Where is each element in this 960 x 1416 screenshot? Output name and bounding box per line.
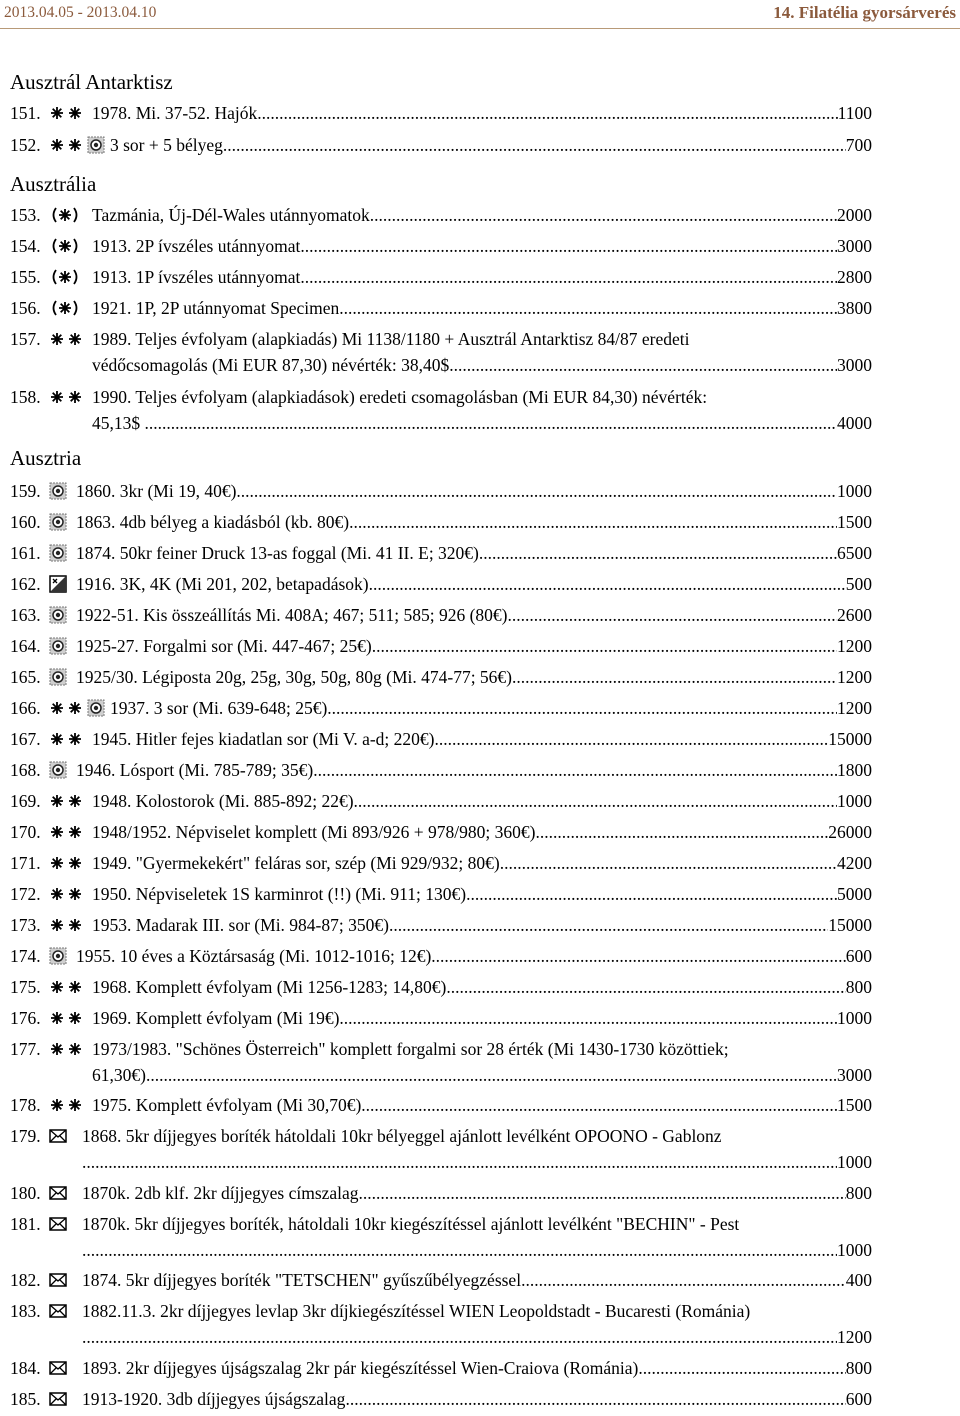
lot-number: 166. xyxy=(10,698,41,718)
lot-description xyxy=(76,943,872,969)
lot-entry xyxy=(10,664,872,694)
dot-leader xyxy=(507,602,837,628)
lot-number: 163. xyxy=(10,605,41,625)
starting-price: 1000 xyxy=(837,791,872,811)
dot-leader xyxy=(370,202,837,228)
cancelled-icon xyxy=(87,699,105,717)
dot-leader xyxy=(149,410,837,436)
starting-price: 3000 xyxy=(837,355,872,375)
lot-description xyxy=(76,633,872,659)
lot-text: 1874. 50kr feiner Druck 13-as foggal (Mi. 41 II. E; 320€) xyxy=(76,543,479,563)
envelope-icon xyxy=(49,1216,67,1232)
lot-description xyxy=(92,1092,872,1118)
lot-text: 1913. 1P ívszéles utánnyomat xyxy=(92,267,301,287)
dot-leader xyxy=(369,571,846,597)
lot-number: 165. xyxy=(10,667,41,687)
condition-icons xyxy=(49,1127,67,1145)
mint-nh-icon xyxy=(49,1097,85,1113)
lot-entry xyxy=(10,1211,872,1267)
lot-description-continued xyxy=(92,410,872,436)
lot-entry xyxy=(10,264,872,294)
lot-number: 155. xyxy=(10,267,41,287)
dot-leader xyxy=(257,100,837,126)
lot-number: 185. xyxy=(10,1389,41,1409)
lot-entry xyxy=(10,1180,872,1210)
dot-leader xyxy=(434,726,828,752)
section-heading: Ausztrál Antarktisz xyxy=(10,70,173,94)
dot-leader xyxy=(535,819,828,845)
lot-description xyxy=(92,100,872,126)
dot-leader xyxy=(117,1149,837,1175)
dot-leader xyxy=(359,1180,846,1206)
condition-icons xyxy=(49,1040,85,1058)
lot-text: 1975. Komplett évfolyam (Mi 30,70€) xyxy=(92,1095,362,1115)
condition-icons xyxy=(49,575,67,593)
cancelled-icon xyxy=(49,513,67,531)
lot-description xyxy=(110,695,872,721)
mint-nh-icon xyxy=(49,917,85,933)
lot-text: 3 sor + 5 bélyeg xyxy=(110,135,223,155)
lot-description xyxy=(92,974,872,1000)
starting-price: 4000 xyxy=(837,413,872,433)
lot-description xyxy=(82,1267,872,1293)
lot-number: 154. xyxy=(10,236,41,256)
starting-price: 800 xyxy=(845,1183,872,1203)
lot-description xyxy=(76,540,872,566)
cancelled-icon xyxy=(49,668,67,686)
lot-description xyxy=(92,850,872,876)
condition-icons xyxy=(49,136,105,154)
cancelled-icon xyxy=(49,637,67,655)
lot-number: 172. xyxy=(10,884,41,904)
lot-entry xyxy=(10,602,872,632)
lot-number: 161. xyxy=(10,543,41,563)
lot-number: 174. xyxy=(10,946,41,966)
dot-leader xyxy=(372,633,837,659)
lot-number: 184. xyxy=(10,1358,41,1378)
lot-number: 183. xyxy=(10,1301,41,1321)
starting-price: 600 xyxy=(845,1389,872,1409)
starting-price: 3800 xyxy=(837,298,872,318)
lot-entry xyxy=(10,384,872,440)
lot-text: 1868. 5kr díjjegyes boríték hátoldali 10kr bélyeggel ajánlott levélként OPOONO - Gablonz xyxy=(82,1126,722,1146)
lot-text: 1937. 3 sor (Mi. 639-648; 25€) xyxy=(110,698,328,718)
starting-price: 1200 xyxy=(837,698,872,718)
lot-text: 1949. "Gyermekekért" feláras sor, szép (Mi 929/932; 80€) xyxy=(92,853,500,873)
lot-description xyxy=(92,384,872,410)
condition-icons xyxy=(49,947,67,965)
lot-text: 1925-27. Forgalmi sor (Mi. 447-467; 25€) xyxy=(76,636,372,656)
lot-description xyxy=(82,1123,872,1149)
no-gum-icon xyxy=(49,237,81,255)
condition-icons xyxy=(49,978,85,996)
condition-icons xyxy=(49,1390,67,1408)
lot-number: 157. xyxy=(10,329,41,349)
lot-text: 1973/1983. "Schönes Österreich" komplett forgalmi sor 28 érték (Mi 1430-1730 közöttiek; xyxy=(92,1039,729,1059)
lot-number: 182. xyxy=(10,1270,41,1290)
lot-entry xyxy=(10,132,872,162)
lot-entry xyxy=(10,1036,872,1092)
condition-icons xyxy=(49,268,81,286)
condition-icons xyxy=(49,513,67,531)
condition-icons xyxy=(49,388,85,406)
lot-text: 1990. Teljes évfolyam (alapkiadások) eredeti csomagolásban (Mi EUR 84,30) névérték: xyxy=(92,387,708,407)
starting-price: 1200 xyxy=(837,636,872,656)
lot-text: 45,13$ . xyxy=(92,413,149,433)
lot-entry xyxy=(10,233,872,263)
lot-entry xyxy=(10,540,872,570)
lot-text: 1948. Kolostorok (Mi. 885-892; 22€) xyxy=(92,791,354,811)
mint-nh-icon xyxy=(49,1010,85,1026)
starting-price: 1200 xyxy=(837,667,872,687)
lot-number: 152. xyxy=(10,135,41,155)
lot-entry xyxy=(10,1005,872,1035)
lot-entry xyxy=(10,1267,872,1297)
condition-icons xyxy=(49,299,81,317)
lot-description xyxy=(110,132,872,158)
lot-number: 164. xyxy=(10,636,41,656)
lot-description xyxy=(92,881,872,907)
condition-icons xyxy=(49,1302,67,1320)
starting-price: 15000 xyxy=(828,915,872,935)
condition-icons xyxy=(49,1096,85,1114)
no-gum-icon xyxy=(49,268,81,286)
lot-number: 153. xyxy=(10,205,41,225)
lot-text: 1882.11.3. 2kr díjjegyes levlap 3kr díjkiegészítéssel WIEN Leopoldstadt - Bucaresti (Románia) xyxy=(82,1301,751,1321)
starting-price: 15000 xyxy=(828,729,872,749)
starting-price: 4200 xyxy=(837,853,872,873)
mint-nh-icon xyxy=(49,855,85,871)
lot-text: 1874. 5kr díjjegyes boríték "TETSCHEN" gyűszűbélyegzéssel xyxy=(82,1270,522,1290)
lot-description xyxy=(92,819,872,845)
lot-text: 1925/30. Légiposta 20g, 25g, 30g, 50g, 80g (Mi. 474-77; 56€) xyxy=(76,667,513,687)
cancelled-icon xyxy=(49,606,67,624)
lot-description-continued xyxy=(92,1062,872,1088)
mint-nh-icon xyxy=(49,979,85,995)
lot-text: ........ xyxy=(82,1152,117,1172)
lot-number: 179. xyxy=(10,1126,41,1146)
lot-entry xyxy=(10,726,872,756)
mint-nh-icon xyxy=(49,105,85,121)
lot-description xyxy=(76,757,872,783)
lot-description xyxy=(92,788,872,814)
envelope-icon xyxy=(49,1303,67,1319)
mint-nh-icon xyxy=(49,389,85,405)
lot-text: 1953. Madarak III. sor (Mi. 984-87; 350€) xyxy=(92,915,389,935)
envelope-icon xyxy=(49,1185,67,1201)
dot-leader xyxy=(327,695,837,721)
condition-icons xyxy=(49,761,67,779)
dot-leader xyxy=(449,352,837,378)
lot-text: 1969. Komplett évfolyam (Mi 19€) xyxy=(92,1008,340,1028)
starting-price: 600 xyxy=(845,946,872,966)
lot-number: 162. xyxy=(10,574,41,594)
lot-entry xyxy=(10,326,872,382)
cancelled-icon xyxy=(87,136,105,154)
envelope-icon xyxy=(49,1391,67,1407)
lot-entry xyxy=(10,202,872,232)
starting-price: 1000 xyxy=(837,1008,872,1028)
dot-leader xyxy=(431,943,845,969)
lot-text: védőcsomagolás (Mi EUR 87,30) névérték: 38,40$ xyxy=(92,355,450,375)
cancelled-icon xyxy=(49,947,67,965)
dot-leader xyxy=(479,540,837,566)
lot-description xyxy=(82,1298,872,1324)
dot-leader xyxy=(500,850,837,876)
lot-number: 177. xyxy=(10,1039,41,1059)
lot-entry xyxy=(10,788,872,818)
dot-leader xyxy=(300,264,837,290)
cancelled-icon xyxy=(49,761,67,779)
auction-title: 14. Filatélia gyorsárverés xyxy=(773,3,956,22)
lot-number: 176. xyxy=(10,1008,41,1028)
condition-icons xyxy=(49,606,67,624)
lot-entry xyxy=(10,881,872,911)
condition-icons xyxy=(49,885,85,903)
lot-entry xyxy=(10,509,872,539)
lot-text: 1860. 3kr (Mi 19, 40€) xyxy=(76,481,237,501)
condition-icons xyxy=(49,330,85,348)
cancelled-icon xyxy=(49,482,67,500)
lot-description-continued xyxy=(82,1149,872,1175)
starting-price: 26000 xyxy=(828,822,872,842)
lot-text: 1955. 10 éves a Köztársaság (Mi. 1012-1016; 12€) xyxy=(76,946,432,966)
lot-description xyxy=(76,664,872,690)
lot-text: 1945. Hitler fejes kiadatlan sor (Mi V. a-d; 220€) xyxy=(92,729,435,749)
condition-icons xyxy=(49,1271,67,1289)
condition-icons xyxy=(49,668,67,686)
lot-description-continued xyxy=(92,352,872,378)
lot-text: 61,30€) xyxy=(92,1065,146,1085)
lot-text: 1946. Lósport (Mi. 785-789; 35€) xyxy=(76,760,314,780)
condition-icons xyxy=(49,730,85,748)
mint-nh-icon xyxy=(49,731,85,747)
dot-leader xyxy=(345,1386,845,1412)
lot-description xyxy=(92,726,872,752)
starting-price: 1000 xyxy=(837,1152,872,1172)
lot-entry xyxy=(10,1298,872,1354)
mint-nh-icon xyxy=(49,331,85,347)
starting-price: 2600 xyxy=(837,605,872,625)
lot-number: 181. xyxy=(10,1214,41,1234)
lot-number: 171. xyxy=(10,853,41,873)
condition-icons xyxy=(49,1359,67,1377)
dot-leader xyxy=(349,509,837,535)
condition-icons xyxy=(49,699,105,717)
dot-leader xyxy=(146,1062,837,1088)
lot-description xyxy=(92,295,872,321)
condition-icons xyxy=(49,206,81,224)
dot-leader xyxy=(446,974,845,1000)
dot-leader xyxy=(354,788,837,814)
lot-number: 168. xyxy=(10,760,41,780)
lot-text: .... xyxy=(82,1240,100,1260)
lot-text: 1870k. 5kr díjjegyes boríték, hátoldali 10kr kiegészítéssel ajánlott levélként "BECHIN" - Pest xyxy=(82,1214,740,1234)
dot-leader xyxy=(512,664,837,690)
lot-text: 1870k. 2db klf. 2kr díjjegyes címszalag xyxy=(82,1183,359,1203)
lot-text: 1978. Mi. 37-52. Hajók xyxy=(92,103,258,123)
envelope-icon xyxy=(49,1128,67,1144)
condition-icons xyxy=(49,1215,67,1233)
lot-number: 160. xyxy=(10,512,41,532)
lot-text: 1989. Teljes évfolyam (alapkiadás) Mi 1138/1180 + Ausztrál Antarktisz 84/87 eredeti xyxy=(92,329,690,349)
section-heading: Ausztrália xyxy=(10,172,97,196)
starting-price: 1200 xyxy=(837,1327,872,1347)
lot-entry xyxy=(10,571,872,601)
dot-leader xyxy=(300,233,837,259)
lot-text: 1913-1920. 3db díjjegyes újságszalag xyxy=(82,1389,346,1409)
dot-leader xyxy=(313,757,837,783)
lot-entry xyxy=(10,1355,872,1385)
lot-description xyxy=(92,233,872,259)
condition-icons xyxy=(49,823,85,841)
lot-text: Tazmánia, Új-Dél-Wales utánnyomatok xyxy=(92,205,370,225)
lot-entry xyxy=(10,695,872,725)
condition-icons xyxy=(49,1009,85,1027)
dot-leader xyxy=(521,1267,846,1293)
lot-description xyxy=(92,264,872,290)
mint-nh-icon xyxy=(49,1041,85,1057)
lot-description-continued xyxy=(82,1324,872,1350)
condition-icons xyxy=(49,854,85,872)
mint-nh-icon xyxy=(49,824,85,840)
mint-nh-icon xyxy=(49,137,85,153)
dot-leader xyxy=(638,1355,845,1381)
starting-price: 1500 xyxy=(837,1095,872,1115)
lot-text: 1921. 1P, 2P utánnyomat Specimen xyxy=(92,298,340,318)
lot-description xyxy=(82,1386,872,1412)
lot-description xyxy=(76,478,872,504)
dot-leader xyxy=(466,881,837,907)
lot-entry xyxy=(10,1386,872,1416)
no-gum-icon xyxy=(49,299,81,317)
condition-icons xyxy=(49,637,67,655)
lot-entry xyxy=(10,757,872,787)
envelope-icon xyxy=(49,1272,67,1288)
lot-description xyxy=(76,509,872,535)
lot-text: 1950. Népviseletek 1S karminrot (!!) (Mi. 911; 130€) xyxy=(92,884,467,904)
lot-text: 1893. 2kr díjjegyes újságszalag 2kr pár kiegészítéssel Wien-Craiova (Románia) xyxy=(82,1358,639,1378)
lot-entry xyxy=(10,1092,872,1122)
lot-number: 173. xyxy=(10,915,41,935)
dot-leader xyxy=(339,295,837,321)
starting-price: 2000 xyxy=(837,205,872,225)
lot-entry xyxy=(10,974,872,1004)
lot-number: 167. xyxy=(10,729,41,749)
starting-price: 700 xyxy=(845,135,872,155)
lot-text: 1948/1952. Népviselet komplett (Mi 893/926 + 978/980; 360€) xyxy=(92,822,536,842)
starting-price: 3000 xyxy=(837,236,872,256)
dot-leader xyxy=(100,1237,838,1263)
no-gum-icon xyxy=(49,206,81,224)
mint-nh-icon xyxy=(49,793,85,809)
starting-price: 3000 xyxy=(837,1065,872,1085)
condition-icons xyxy=(49,1184,67,1202)
lot-text: 1916. 3K, 4K (Mi 201, 202, betapadások) xyxy=(76,574,369,594)
dot-leader xyxy=(223,132,846,158)
mint-nh-icon xyxy=(49,886,85,902)
cancelled-icon xyxy=(49,544,67,562)
lot-text: 1922-51. Kis összeállítás Mi. 408A; 467; 511; 585; 926 (80€) xyxy=(76,605,508,625)
dot-leader xyxy=(339,1005,837,1031)
date-range: 2013.04.05 - 2013.04.10 xyxy=(4,4,157,21)
lot-number: 170. xyxy=(10,822,41,842)
starting-price: 400 xyxy=(845,1270,872,1290)
lot-description xyxy=(92,912,872,938)
lot-description xyxy=(92,202,872,228)
lot-description xyxy=(92,1036,872,1062)
lot-entry xyxy=(10,478,872,508)
lot-description xyxy=(82,1355,872,1381)
starting-price: 1800 xyxy=(837,760,872,780)
condition-icons xyxy=(49,482,67,500)
condition-icons xyxy=(49,237,81,255)
lot-description xyxy=(76,571,872,597)
condition-icons xyxy=(49,792,85,810)
starting-price: 1000 xyxy=(837,1240,872,1260)
starting-price: 6500 xyxy=(837,543,872,563)
lot-description xyxy=(92,1005,872,1031)
lot-description-continued xyxy=(82,1237,872,1263)
lot-entry xyxy=(10,850,872,880)
lot-number: 158. xyxy=(10,387,41,407)
lot-text: . xyxy=(82,1327,87,1347)
starting-price: 5000 xyxy=(837,884,872,904)
starting-price: 500 xyxy=(845,574,872,594)
section-heading: Ausztria xyxy=(10,446,82,470)
starting-price: 800 xyxy=(845,1358,872,1378)
condition-icons xyxy=(49,104,85,122)
lot-entry xyxy=(10,1123,872,1179)
lot-text: 1968. Komplett évfolyam (Mi 1256-1283; 14,80€) xyxy=(92,977,447,997)
lot-number: 169. xyxy=(10,791,41,811)
lot-entry xyxy=(10,633,872,663)
lot-text: 1913. 2P ívszéles utánnyomat xyxy=(92,236,301,256)
envelope-icon xyxy=(49,1360,67,1376)
lot-number: 180. xyxy=(10,1183,41,1203)
lot-entry xyxy=(10,912,872,942)
condition-icons xyxy=(49,544,67,562)
starting-price: 1100 xyxy=(837,103,872,123)
lot-number: 175. xyxy=(10,977,41,997)
dot-leader xyxy=(86,1324,837,1350)
lot-description xyxy=(82,1180,872,1206)
starting-price: 800 xyxy=(845,977,872,997)
lot-number: 151. xyxy=(10,103,41,123)
lot-text: 1863. 4db bélyeg a kiadásból (kb. 80€) xyxy=(76,512,350,532)
mint-nh-icon xyxy=(49,700,85,716)
lot-description xyxy=(76,602,872,628)
mixed-icon xyxy=(49,575,67,593)
lot-description xyxy=(92,326,872,352)
condition-icons xyxy=(49,916,85,934)
dot-leader xyxy=(236,478,837,504)
dot-leader xyxy=(389,912,828,938)
lot-number: 178. xyxy=(10,1095,41,1115)
lot-description xyxy=(82,1211,872,1237)
lot-entry xyxy=(10,295,872,325)
lot-entry xyxy=(10,943,872,973)
dot-leader xyxy=(361,1092,837,1118)
lot-entry xyxy=(10,100,872,130)
lot-number: 159. xyxy=(10,481,41,501)
starting-price: 1000 xyxy=(837,481,872,501)
lot-entry xyxy=(10,819,872,849)
lot-number: 156. xyxy=(10,298,41,318)
starting-price: 2800 xyxy=(837,267,872,287)
starting-price: 1500 xyxy=(837,512,872,532)
